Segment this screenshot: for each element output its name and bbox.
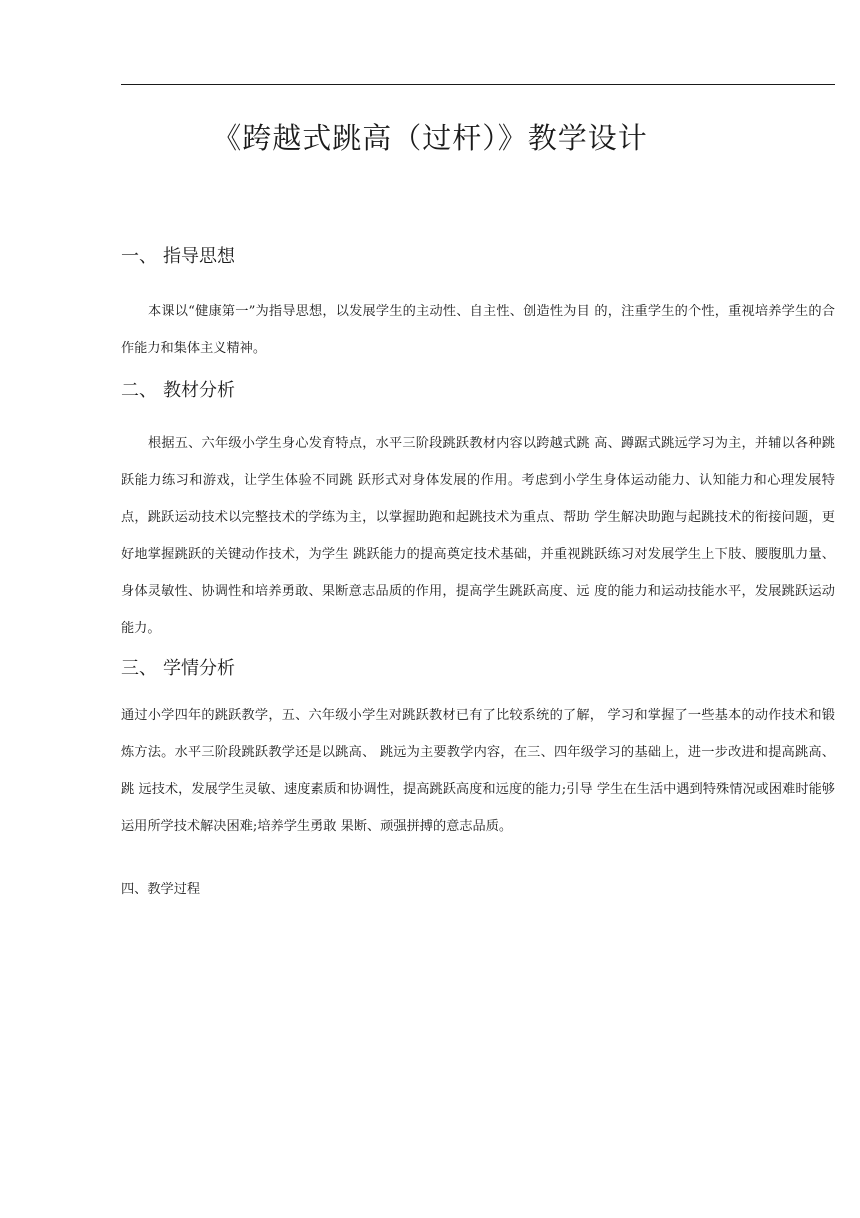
section-heading-material-analysis	[121, 377, 835, 405]
document-title: 《跨越式跳高（过杆）》教学设计	[212, 121, 648, 155]
section-number: 三、	[121, 658, 157, 679]
document-body	[121, 243, 835, 904]
section-heading-student-analysis	[121, 655, 835, 683]
section-heading-text: 学情分析	[163, 658, 235, 679]
section-heading-teaching-process: 四、教学过程	[121, 882, 201, 897]
section-number: 一、	[121, 246, 157, 267]
header-rule	[121, 84, 835, 85]
section-paragraph-material-analysis: 根据五、六年级小学生身心发育特点，水平三阶段跳跃教材内容以跨越式跳 高、蹲踞式跳远学习为主，并辅以各种跳跃能力练习和游戏，让学生体验不同跳 跃形式对身体发展的作用。考虑到小学生身体运动能力、认知能力和心理发展特 点，跳跃运动技术以完整技术的学练为主，以掌握助跑和起跳技术为重点、帮助 学生解决助跑与起跳技术的衔接问题，更好地掌握跳跃的关键动作技术，为学生 跳跃能力的提高奠定技术基础，并重视跳跃练习对发展学生上下肢、腰腹肌力量、 身体灵敏性、协调性和培养勇敢、果断意志品质的作用，提高学生跳跃高度、远 度的能力和运动技能水平，发展跳跃运动能力。	[121, 436, 835, 636]
section-heading-text: 指导思想	[163, 246, 235, 267]
section-heading-guiding-ideology	[121, 243, 835, 271]
section-heading-text: 教材分析	[163, 380, 235, 401]
section-number: 二、	[121, 380, 157, 401]
section-paragraph-guiding-ideology: 本课以“健康第一”为指导思想，以发展学生的主动性、自主性、创造性为目 的，注重学生的个性，重视培养学生的合作能力和集体主义精神。	[121, 304, 835, 356]
section-paragraph-student-analysis: 通过小学四年的跳跃教学，五、六年级小学生对跳跃教材已有了比较系统的了解， 学习和掌握了一些基本的动作技术和锻炼方法。水平三阶段跳跃教学还是以跳高、 跳远为主要教学内容，在三、四年级学习的基础上，进一步改进和提高跳高、跳 远技术，发展学生灵敏、速度素质和协调性，提高跳跃高度和远度的能力;引导 学生在生活中遇到特殊情况或困难时能够运用所学技术解决困难;培养学生勇敢 果断、顽强拼搏的意志品质。	[121, 708, 835, 834]
